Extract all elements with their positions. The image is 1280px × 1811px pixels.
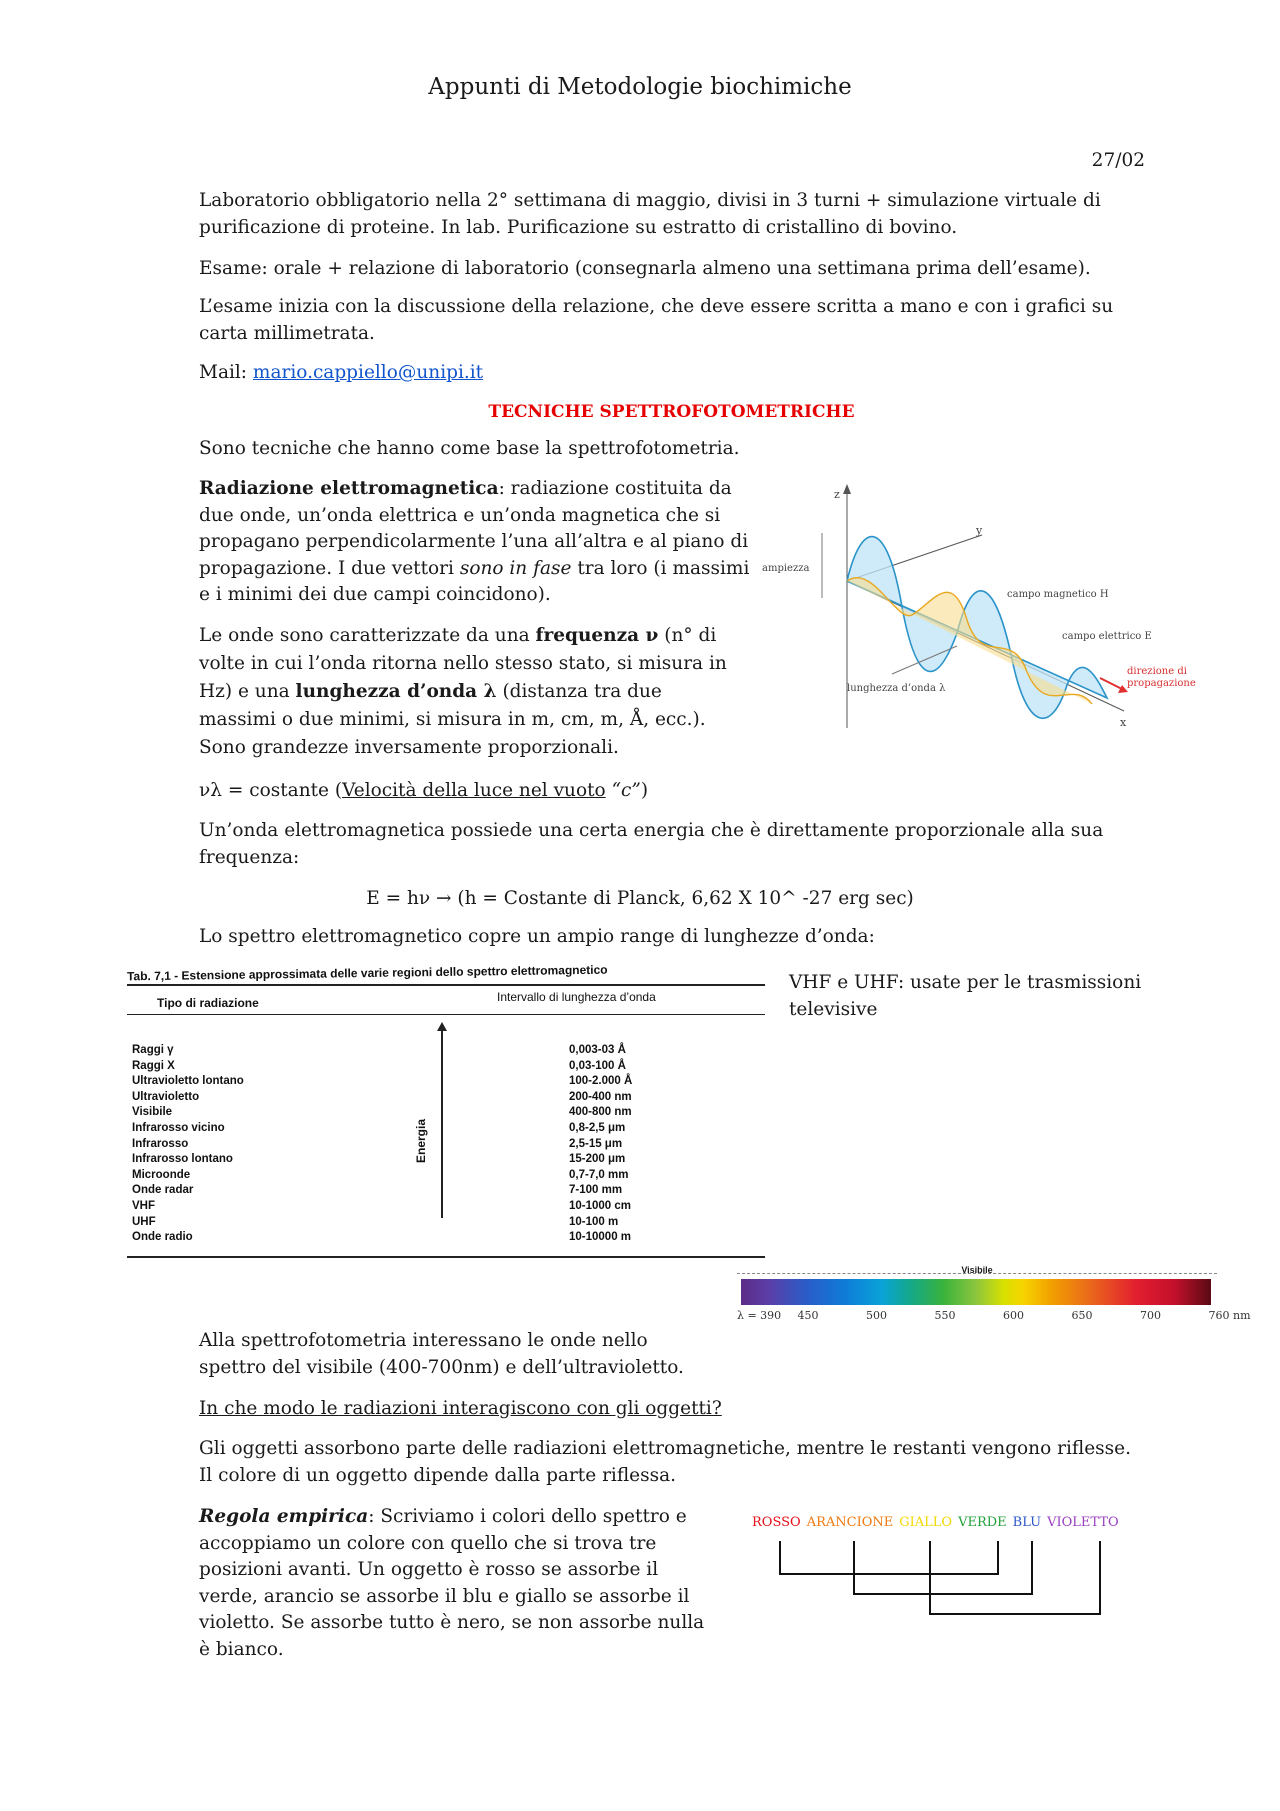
- visible-tick-label: λ = 390: [737, 1309, 782, 1322]
- row-type: Raggi γ: [132, 1044, 174, 1056]
- row-range: 15-200 μm: [569, 1153, 626, 1166]
- section-intro: Sono tecniche che hanno come base la spettrofotometria.: [199, 438, 740, 459]
- row-range: 200-400 nm: [569, 1090, 632, 1103]
- waves-text-3: (distanza tra due massimi o due minimi, si misura in m, cm, m, Å, ecc.). Sono grandezze inversamente proporzionali.: [199, 681, 706, 758]
- visible-tick-label: 600: [1003, 1309, 1024, 1322]
- row-type: Ultravioletto lontano: [132, 1075, 244, 1088]
- visible-ticks: [737, 1309, 1251, 1329]
- mail-link[interactable]: mario.cappiello@unipi.it: [252, 362, 484, 383]
- mail-line: [199, 360, 483, 387]
- mail-label: Mail:: [199, 362, 253, 383]
- const-text: νλ = costante (: [199, 780, 343, 801]
- section-heading: TECNICHE SPETTROFOTOMETRICHE: [488, 402, 855, 422]
- row-range: 2,5-15 μm: [569, 1137, 623, 1150]
- row-range: 0,7-7,0 mm: [569, 1168, 629, 1181]
- row-type: Onde radio: [132, 1231, 193, 1244]
- color-label-verde: VERDE: [958, 1515, 1007, 1530]
- color-label-rosso: ROSSO: [752, 1515, 801, 1530]
- row-type: Infrarosso: [132, 1137, 189, 1150]
- question: In che modo le radiazioni interagiscono con gli oggetti?: [199, 1398, 722, 1419]
- spectrum-table: [127, 956, 765, 1264]
- row-type: Infrarosso lontano: [132, 1153, 233, 1166]
- color-label-arancione: ARANCIONE: [806, 1515, 894, 1530]
- direction-label: direzione di propagazione: [1127, 666, 1196, 689]
- color-label-violetto: VIOLETTO: [1047, 1515, 1119, 1530]
- color-pairing-diagram: [752, 1515, 1152, 1635]
- y-axis-label: y: [976, 524, 983, 537]
- magnetic-label: campo magnetico H: [1007, 589, 1109, 600]
- spectrum-paragraph: Lo spettro elettromagnetico copre un ampio range di lunghezze d’onda:: [199, 926, 875, 947]
- visible-tick-label: 700: [1140, 1309, 1161, 1322]
- pair-yellow-violet: [930, 1541, 1100, 1614]
- visible-spectrum: [737, 1265, 1251, 1355]
- rule-term: Regola empirica: [199, 1506, 369, 1527]
- visible-gradient: [741, 1279, 1211, 1305]
- color-label-giallo: GIALLO: [899, 1515, 953, 1530]
- date: 27/02: [1091, 150, 1145, 171]
- row-type: Ultravioletto: [132, 1090, 200, 1103]
- visible-tick-label: 450: [797, 1309, 819, 1322]
- visible-label: Visibile: [961, 1265, 993, 1275]
- color-labels: [752, 1515, 1125, 1530]
- row-range: 7-100 mm: [569, 1184, 623, 1197]
- formula: E = hν → (h = Costante di Planck, 6,62 X 10^ -27 erg sec): [366, 888, 914, 909]
- visible-tick-label: 500: [866, 1309, 887, 1322]
- const-italic: “c”: [605, 780, 641, 801]
- waves-text: Le onde sono caratterizzate da una: [199, 625, 536, 646]
- col-type-header: Tipo di radiazione: [157, 996, 259, 1010]
- wavelength-term: lunghezza d’onda λ: [295, 681, 497, 702]
- electric-label: campo elettrico E: [1062, 631, 1152, 642]
- radiation-text: : radiazione costituita da due onde, un’onda elettrica e un’onda magnetica che si propagano perpendicolarmente l’una all’altra e al piano di propagazione. I due vettori: [199, 478, 749, 579]
- col-range-header: Intervallo di lunghezza d’onda: [497, 990, 656, 1004]
- radiation-term: Radiazione elettromagnetica: [199, 478, 499, 499]
- page-title: Appunti di Metodologie biochimiche: [428, 74, 852, 100]
- radiation-text-end: tra loro (i massimi e i minimi dei due campi coincidono).: [199, 557, 750, 605]
- waves-text-2: (n° di volte in cui l’onda ritorna nello stesso stato, si misura in Hz) e una: [199, 625, 727, 702]
- color-label-blu: BLU: [1012, 1515, 1042, 1530]
- row-range: 0,03-100 Å: [569, 1059, 626, 1072]
- x-axis-label: x: [1120, 716, 1127, 729]
- z-axis-label: z: [834, 488, 840, 501]
- row-range: 400-800 nm: [569, 1106, 632, 1119]
- row-type: VHF: [132, 1200, 155, 1212]
- row-type: Microonde: [132, 1168, 191, 1181]
- radiation-italic: sono in fase: [459, 557, 572, 579]
- row-range: 100-2.000 Å: [569, 1075, 633, 1088]
- table-caption: Tab. 7,1 - Estensione approssimata delle varie regioni dello spettro elettromagnetico: [126, 962, 608, 984]
- constant-line: [199, 778, 648, 805]
- visible-tick-label: 760 nm: [1208, 1309, 1251, 1322]
- row-type: Infrarosso vicino: [132, 1122, 225, 1134]
- row-type: Raggi X: [132, 1059, 175, 1072]
- pair-orange-blue: [854, 1541, 1032, 1594]
- energy-axis-label: Energia: [414, 1118, 429, 1164]
- lab-paragraph: Laboratorio obbligatorio nella 2° settimana di maggio, divisi in 3 turni + simulazione virtuale di purificazione di proteine. In lab. Purificazione su estratto di cristallino di bovino.: [199, 190, 1101, 238]
- exam-paragraph: Esame: orale + relazione di laboratorio (consegnarla almeno una settimana prima dell’esame).: [199, 258, 1091, 279]
- discussion-paragraph: L’esame inizia con la discussione della relazione, che deve essere scritta a mano e con i grafici su carta millimetrata.: [199, 296, 1114, 344]
- wavelength-label: lunghezza d’onda λ: [847, 683, 946, 694]
- frequency-term: frequenza ν: [535, 625, 659, 646]
- pair-red-green: [780, 1541, 998, 1574]
- row-range: 0,8-2,5 μm: [569, 1122, 626, 1134]
- row-type: Onde radar: [132, 1184, 194, 1197]
- em-wave-figure: [762, 478, 1202, 748]
- row-type: Visibile: [132, 1106, 173, 1119]
- amplitude-label: ampiezza: [762, 563, 810, 574]
- row-type: UHF: [132, 1215, 156, 1228]
- row-range: 0,003-03 Å: [569, 1044, 626, 1056]
- waves-paragraph: [199, 622, 744, 762]
- radiation-paragraph: [199, 476, 754, 609]
- visible-tick-label: 650: [1071, 1309, 1093, 1322]
- const-close: ): [640, 780, 649, 801]
- interest-paragraph: Alla spettrofotometria interessano le onde nello spettro del visibile (400-700nm) e dell’ultravioletto.: [199, 1330, 684, 1378]
- const-underlined: Velocità della luce nel vuoto: [342, 780, 606, 801]
- rule-paragraph: [199, 1504, 719, 1663]
- row-range: 10-10000 m: [569, 1231, 632, 1244]
- rule-text: : Scriviamo i colori dello spettro e accoppiamo un colore con quello che si trova tre posizioni avanti. Un oggetto è rosso se assorbe il verde, arancio se assorbe il blu e giallo se assorbe il violetto. Se assorbe tutto è nero, se non assorbe nulla è bianco.: [199, 1506, 705, 1660]
- vhf-note: VHF e UHF: usate per le trasmissioni televisive: [789, 972, 1142, 1020]
- visible-tick-label: 550: [934, 1309, 956, 1322]
- row-range: 10-1000 cm: [569, 1200, 632, 1212]
- energy-paragraph: Un’onda elettromagnetica possiede una certa energia che è direttamente proporzionale alla sua frequenza:: [199, 820, 1104, 868]
- row-range: 10-100 m: [569, 1215, 619, 1228]
- absorb-paragraph: Gli oggetti assorbono parte delle radiazioni elettromagnetiche, mentre le restanti vengono riflesse. Il colore di un oggetto dipende dalla parte riflessa.: [199, 1438, 1131, 1486]
